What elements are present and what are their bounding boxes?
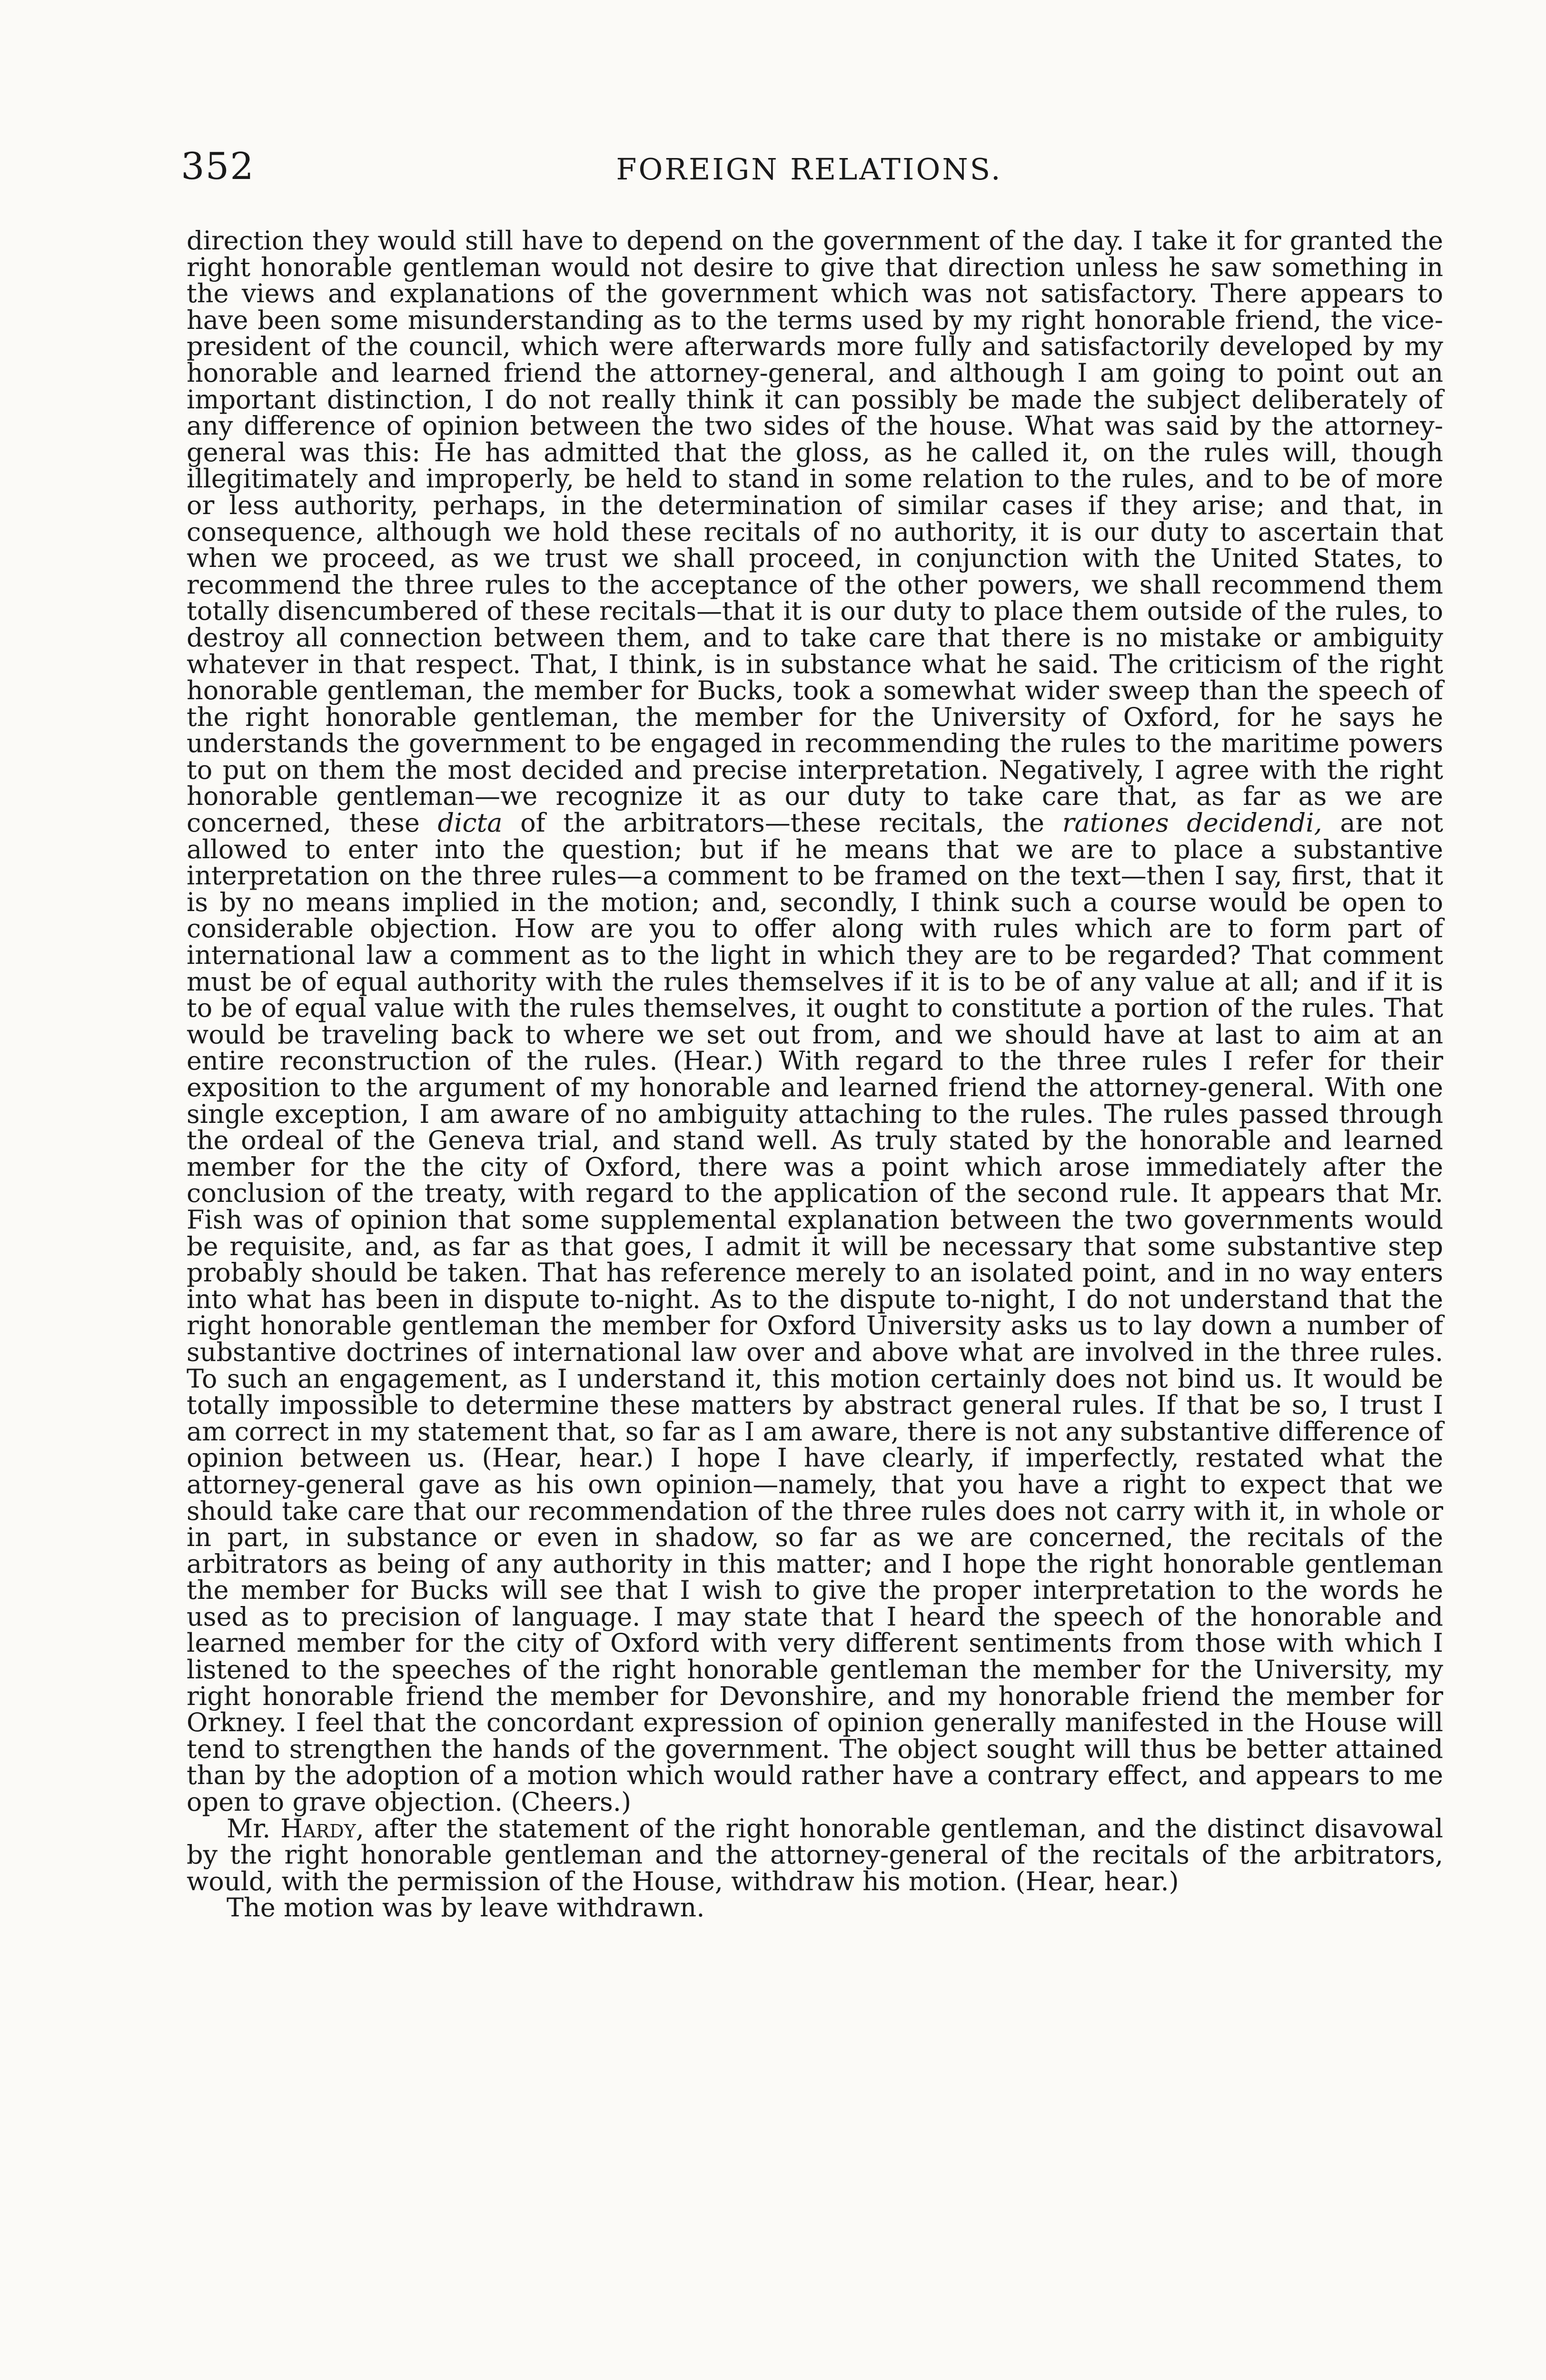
hardy-text: , after the statement of the right honorable gentleman, and the distinct disavowal by the right honorable gentleman and the attorney-general of the recitals of the arbitrators, would, with the permission of the House, withdraw his motion. (Hear, hear.) [187,1813,1443,1896]
running-head: FOREIGN RELATIONS. [616,152,1002,187]
speech-text-part-1: direction they would still have to depend on the government of the day. I take it for granted the right honorable gentleman would not desire to give that direction unless he saw something in the views and explanations of the government which was not satisfactory. There appears to have been some misunderstanding as to the terms used by my right honorable friend, the vice-president of the council, which were afterwards more fully and satisfactorily developed by my honorable and learned friend the attorney-general, and although I am going to point out an important distinction, I do not really think it can possibly be made the subject deliberately of any difference of opinion between the two sides of the house. What was said by the attorney-general was this: He has admitted that the gloss, as he called it, on the rules will, though illegitimately and improperly, be held to stand in some relation to the rules, and to be of more or less authority, perhaps, in the determination of similar cases if they arise; and that, in consequence, although we hold these recitals of no authority, it is our duty to ascertain that when we proceed, as we trust we shall proceed, in conjunction with the United States, to recommend the three rules to the acceptance of the other powers, we shall recommend them totally disencumbered of these recitals—that it is our duty to place them outside of the rules, to destroy all connection between them, and to take care that there is no mistake or ambiguity whatever in that respect. That, I think, is in substance what he said. The criticism of the right honorable gentleman, the member for Bucks, took a somewhat wider sweep than the speech of the right honorable gentleman, the member for the University of Oxford, for he says he understands the government to be engaged in recommending the rules to the maritime powers to put on them the most decided and precise interpretation. Negatively, I agree with the right honorable gentleman—we recognize it as our duty to take care that, as far as we are concerned, these [187,226,1443,838]
hardy-lead: Mr. [227,1813,271,1844]
speech-text-part-2: of the arbitrators—these recitals, the [520,808,1044,838]
paragraph-hardy [187,1815,1443,1895]
paragraph-speech [187,228,1443,1815]
speech-text-part-3: are not allowed to enter into the question; but if he means that we are to place a substantive interpretation on the three rules—a comment to be framed on the text—then I say, first, that it is by no means implied in the motion; and, secondly, I think such a course would be open to considerable objection. How are you to offer along with rules which are to form part of international law a comment as to the light in which they are to be regarded? That comment must be of equal authority with the rules themselves if it is to be of any value at all; and if it is to be of equal value with the rules themselves, it ought to constitute a portion of the rules. That would be traveling back to where we set out from, and we should have at last to aim at an entire reconstruction of the rules. (Hear.) With regard to the three rules I refer for their exposition to the argument of my honorable and learned friend the attorney-general. With one single exception, I am aware of no ambiguity attaching to the rules. The rules passed through the ordeal of the Geneva trial, and stand well. As truly stated by the honorable and learned member for the the city of Oxford, there was a point which arose immediately after the conclusion of the treaty, with regard to the application of the second rule. It appears that Mr. Fish was of opinion that some supplemental explanation between the two governments would be requisite, and, as far as that goes, I admit it will be necessary that some substantive step probably should be taken. That has reference merely to an isolated point, and in no way enters into what has been in dispute to-night. As to the dispute to-night, I do not understand that the right honorable gentleman the member for Oxford University asks us to lay down a number of substantive doctrines of international law over and above what are involved in the three rules. To such an engagement, as I understand it, this motion certainly does not bind us. It would be totally impossible to determine these matters by abstract general rules. If that be so, I trust I am correct in my statement that, so far as I am aware, there is not any substantive difference of opinion between us. (Hear, hear.) I hope I have clearly, if imperfectly, restated what the attorney-general gave as his own opinion—namely, that you have a right to expect that we should take care that our recommendation of the three rules does not carry with it, in whole or in part, in substance or even in shadow, so far as we are concerned, the recitals of the arbitrators as being of any authority in this matter; and I hope the right honorable gentleman the member for Bucks will see that I wish to give the proper interpretation to the words he used as to precision of language. I may state that I heard the speech of the honorable and learned member for the city of Oxford with very different sentiments from those with which I listened to the speeches of the right honorable gentleman the member for the University, my right honorable friend the member for Devonshire, and my honorable friend the member for Orkney. I feel that the concordant expression of opinion generally manifested in the House will tend to strengthen the hands of the government. The object sought will thus be better attained than by the adoption of a motion which would rather have a contrary effect, and appears to me open to grave objection. (Cheers.) [187,808,1443,1817]
italic-rationes-decidendi: rationes decidendi, [1062,808,1322,838]
body-text [187,228,1443,1921]
paragraph-motion-withdrawn: The motion was by leave withdrawn. [227,1893,705,1923]
speaker-name-hardy: Hardy [280,1813,356,1844]
italic-dicta: dicta [437,808,503,838]
page-number: 352 [181,145,255,188]
